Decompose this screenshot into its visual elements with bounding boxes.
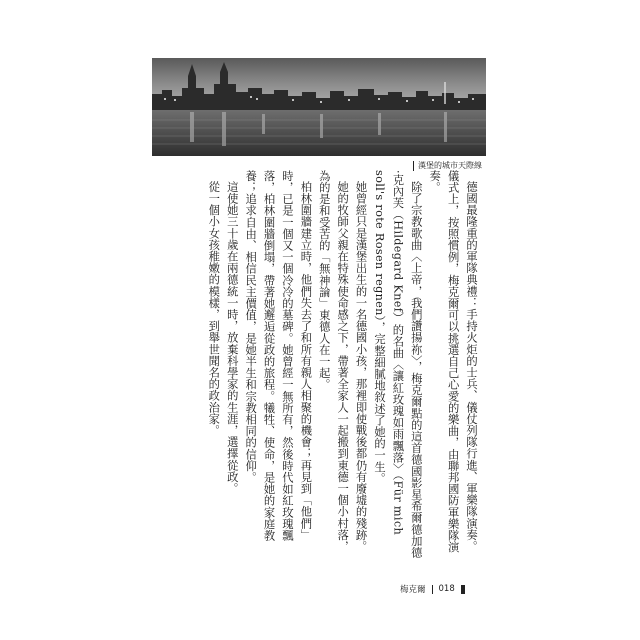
paragraph: 她曾經只是漢堡出生的一名德國小孩，那裡即使戰後都仍有廢墟的殘跡。 — [354, 181, 368, 553]
paragraph: 這使她三十歲在兩德統一時，放棄科學家的生涯，選擇從政。 — [225, 181, 239, 495]
page-number: 018 — [438, 584, 455, 594]
paragraph: 除了宗教歌曲〈上帝，我們讚揚祢〉，梅克爾點的這首德國影星希爾德加德·克內芙（Hildegard Knef）的名曲〈讓紅玫瑰如雨飄落〉（Für mich soll's rote Rosen regnen），完整細膩地敘述了她的一生。 — [372, 170, 423, 559]
caption-text: 漢堡的城市天際線 — [418, 161, 482, 170]
city-skyline-photo — [152, 58, 486, 156]
footer-separator — [432, 585, 433, 594]
body-text — [140, 170, 480, 560]
paragraph: 從一個小女孩稚嫩的模樣，到舉世聞名的政治家。 — [207, 181, 221, 437]
paragraph: 柏林圍牆建立時，他們失去了和所有親人相聚的機會；再見到「他們」時，已是一個又一個冷冷的墓碑。她曾經一無所有，然後時代如紅玫瑰飄落，柏林圍牆倒塌，帶著她邂逅從政的旅程。犧牲、使命，是她的家庭教養；追求自由、相信民主價值，是她半生和宗教相同的信仰。 — [244, 170, 313, 542]
paragraph: 她的牧師父親在特殊使命感之下，帶著全家人一起搬到東德一個小村落，為的是和受苦的「無神論」東德人在一起。 — [317, 170, 350, 553]
footer-block-icon — [461, 585, 465, 594]
footer-author: 梅克爾 — [400, 585, 426, 595]
page-footer — [400, 582, 510, 596]
paragraph: 德國最隆重的軍隊典禮：手持火炬的士兵、儀仗列隊行進、軍樂隊演奏。儀式上，按照慣例，梅克爾可以挑選自己心愛的樂曲，由聯邦國防軍樂隊演奏。 — [428, 170, 478, 553]
